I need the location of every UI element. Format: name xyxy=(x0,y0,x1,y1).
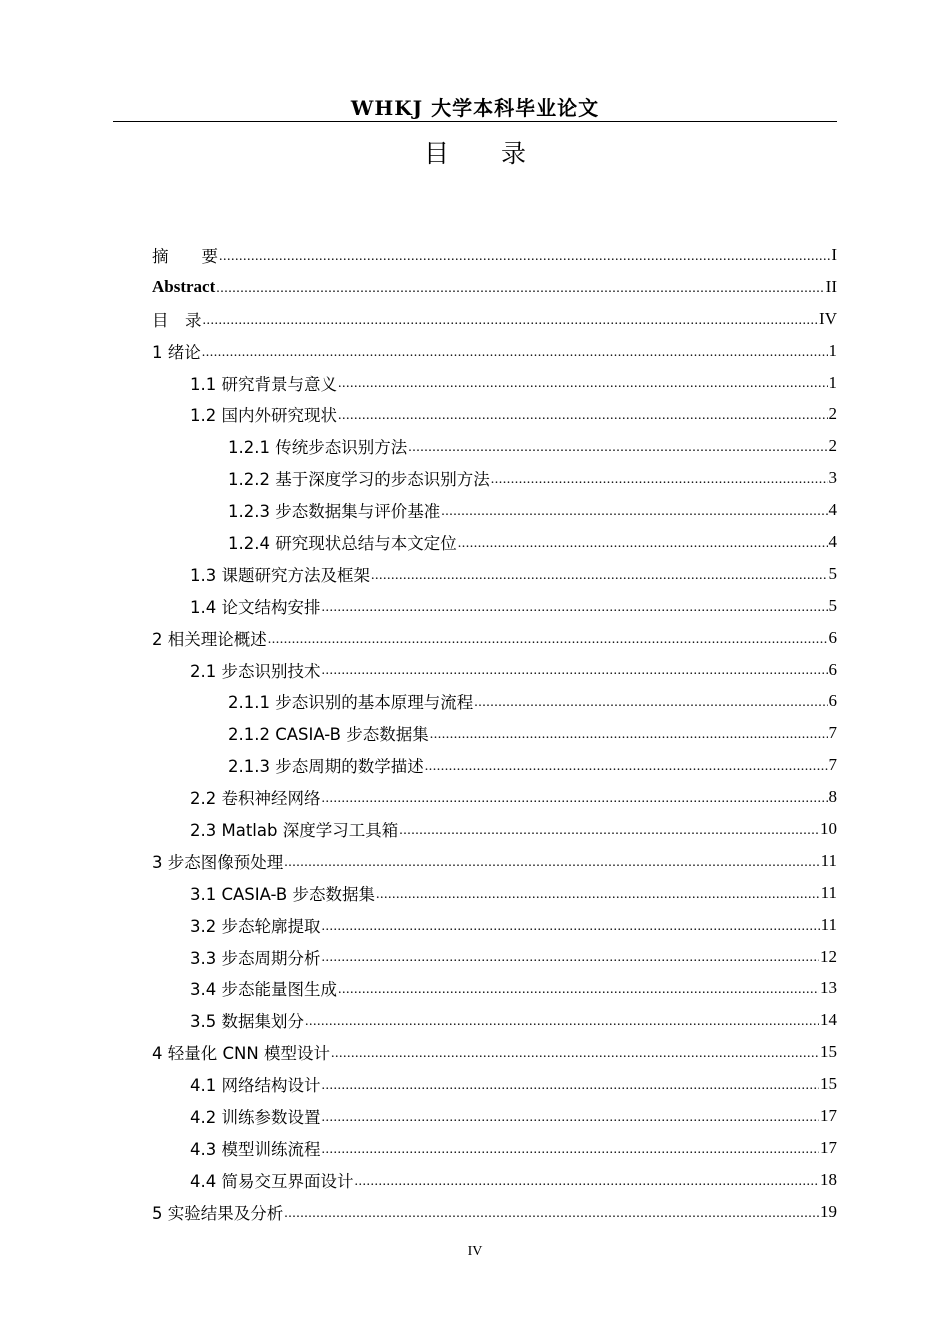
toc-entry-page: 2 xyxy=(828,436,837,456)
toc-entry-label: 1.2.2 基于深度学习的步态识别方法 xyxy=(228,470,490,490)
toc-entry[interactable] xyxy=(152,781,837,813)
toc-entry-page: 18 xyxy=(820,1169,837,1189)
toc-entry-label: 3 步态图像预处理 xyxy=(152,852,284,872)
toc-entry[interactable] xyxy=(152,909,837,941)
toc-entry[interactable] xyxy=(152,654,837,686)
toc-dot-leader xyxy=(284,856,819,877)
toc-entry[interactable] xyxy=(152,303,837,335)
toc-entry[interactable] xyxy=(152,749,837,781)
toc-entry[interactable] xyxy=(152,813,837,845)
toc-entry[interactable] xyxy=(152,239,837,271)
toc-entry-page: 10 xyxy=(820,818,837,838)
toc-entry-label: 2 相关理论概述 xyxy=(152,629,267,649)
toc-entry[interactable] xyxy=(152,335,837,367)
toc-entry-page: 7 xyxy=(828,755,837,775)
toc-dot-leader xyxy=(322,951,820,972)
toc-entry[interactable] xyxy=(152,1068,837,1100)
toc-dot-leader xyxy=(338,377,828,398)
toc-entry[interactable] xyxy=(152,1100,837,1132)
toc-entry-page: 2 xyxy=(828,404,837,424)
toc-entry[interactable] xyxy=(152,622,837,654)
page-number: IV xyxy=(467,1244,483,1259)
toc-entry-label: 4.4 简易交互界面设计 xyxy=(190,1171,354,1191)
toc-entry-page: 13 xyxy=(820,978,837,998)
toc-entry[interactable] xyxy=(152,462,837,494)
toc-dot-leader xyxy=(355,1175,820,1196)
toc-dot-leader xyxy=(322,601,828,622)
toc-entry-label: 2.1 步态识别技术 xyxy=(190,661,321,681)
toc-dot-leader xyxy=(338,983,819,1004)
toc-entry[interactable] xyxy=(152,271,837,303)
toc-entry-label: 5 实验结果及分析 xyxy=(152,1203,284,1223)
toc-dot-leader xyxy=(216,282,824,303)
toc-entry[interactable] xyxy=(152,526,837,558)
toc-entry-label: 3.5 数据集划分 xyxy=(190,1012,304,1032)
toc-entry-page: 11 xyxy=(820,914,837,934)
toc-entry-page: 4 xyxy=(828,500,837,520)
toc-entry-page: 5 xyxy=(828,563,837,583)
toc-dot-leader xyxy=(305,1015,819,1036)
toc-entry-label: 2.2 卷积神经网络 xyxy=(190,789,321,809)
toc-entry-label: 1.4 论文结构安排 xyxy=(190,597,321,617)
toc-entry-label: 4.2 训练参数设置 xyxy=(190,1107,321,1127)
header-rule xyxy=(113,121,837,122)
toc-dot-leader xyxy=(441,505,827,526)
toc-entry[interactable] xyxy=(152,494,837,526)
toc-entry-label: 2.1.2 CASIA-B 步态数据集 xyxy=(228,725,429,745)
toc-entry-label: 1.3 课题研究方法及框架 xyxy=(190,565,370,585)
toc-entry-label: 3.2 步态轮廓提取 xyxy=(190,916,321,936)
toc-entry-label: Abstract xyxy=(152,276,216,296)
toc-dot-leader xyxy=(284,1207,819,1228)
toc-entry-page: IV xyxy=(819,308,837,328)
toc-entry[interactable] xyxy=(152,1196,837,1228)
toc-entry[interactable] xyxy=(152,1164,837,1196)
toc-entry[interactable] xyxy=(152,430,837,462)
toc-entry[interactable] xyxy=(152,941,837,973)
toc-entry-label: 2.3 Matlab 深度学习工具箱 xyxy=(190,820,399,840)
toc-entry-page: 6 xyxy=(828,659,837,679)
toc-dot-leader xyxy=(322,1111,820,1132)
toc-entry-page: 1 xyxy=(828,340,837,360)
toc-entry[interactable] xyxy=(152,972,837,1004)
toc-entry[interactable] xyxy=(152,558,837,590)
running-header: WHKJ 大学本科毕业论文 xyxy=(350,96,600,120)
toc-entry[interactable] xyxy=(152,590,837,622)
toc-entry-page: 12 xyxy=(820,946,837,966)
toc-entry-label: 3.3 步态周期分析 xyxy=(190,948,321,968)
toc-dot-leader xyxy=(322,792,828,813)
toc-entry-page: 15 xyxy=(820,1074,837,1094)
toc-entry-label: 1 绪论 xyxy=(152,342,201,362)
toc-entry[interactable] xyxy=(152,1132,837,1164)
toc-entry[interactable] xyxy=(152,717,837,749)
toc-entry-page: 3 xyxy=(828,468,837,488)
toc-entry-label: 1.2.4 研究现状总结与本文定位 xyxy=(228,533,457,553)
toc-entry-label: 摘 要 xyxy=(152,246,218,266)
toc-entry-page: 5 xyxy=(828,595,837,615)
toc-dot-leader xyxy=(474,696,827,717)
toc-entry-page: 1 xyxy=(828,372,837,392)
toc-entry-label: 3.4 步态能量图生成 xyxy=(190,980,337,1000)
toc-entry-label: 2.1.1 步态识别的基本原理与流程 xyxy=(228,693,474,713)
toc-entry[interactable] xyxy=(152,845,837,877)
toc-entry-label: 目 录 xyxy=(152,310,202,330)
toc-entry-label: 4.1 网络结构设计 xyxy=(190,1076,321,1096)
toc-dot-leader xyxy=(203,314,819,335)
toc-entry-page: 11 xyxy=(820,850,837,870)
toc-entry-label: 2.1.3 步态周期的数学描述 xyxy=(228,757,424,777)
toc-entry-page: 14 xyxy=(820,1010,837,1030)
toc-entry-label: 4 轻量化 CNN 模型设计 xyxy=(152,1044,330,1064)
toc-dot-leader xyxy=(331,1047,819,1068)
toc-entry-page: 17 xyxy=(820,1105,837,1125)
toc-dot-leader xyxy=(399,824,819,845)
toc-entry-page: II xyxy=(825,276,837,296)
toc-dot-leader xyxy=(322,664,828,685)
toc-entry-page: 7 xyxy=(828,723,837,743)
toc-entry-page: 6 xyxy=(828,691,837,711)
toc-dot-leader xyxy=(322,920,820,941)
toc-entry[interactable] xyxy=(152,398,837,430)
toc-entry-page: 6 xyxy=(828,627,837,647)
toc-entry[interactable] xyxy=(152,367,837,399)
toc-dot-leader xyxy=(430,728,828,749)
toc-entry-page: I xyxy=(831,244,837,264)
toc-entry-page: 17 xyxy=(820,1137,837,1157)
toc-dot-leader xyxy=(322,1143,820,1164)
toc-dot-leader xyxy=(491,473,828,494)
toc-entry-page: 4 xyxy=(828,531,837,551)
toc-entry[interactable] xyxy=(152,1036,837,1068)
toc-entry-page: 11 xyxy=(820,882,837,902)
toc-dot-leader xyxy=(322,1079,820,1100)
toc-dot-leader xyxy=(202,346,828,367)
page-title: 目 录 xyxy=(424,139,548,168)
toc-entry-label: 1.2 国内外研究现状 xyxy=(190,406,337,426)
toc-dot-leader xyxy=(458,537,828,558)
toc-entry-label: 4.3 模型训练流程 xyxy=(190,1139,321,1159)
toc-dot-leader xyxy=(268,633,828,654)
toc-entry-page: 19 xyxy=(820,1201,837,1221)
toc-dot-leader xyxy=(219,250,830,271)
toc-entry-label: 1.1 研究背景与意义 xyxy=(190,374,337,394)
toc-entry-page: 15 xyxy=(820,1042,837,1062)
toc-entry[interactable] xyxy=(152,877,837,909)
toc-dot-leader xyxy=(371,569,828,590)
toc-dot-leader xyxy=(408,441,827,462)
toc-entry[interactable] xyxy=(152,685,837,717)
toc-dot-leader xyxy=(338,409,828,430)
toc-entry[interactable] xyxy=(152,1004,837,1036)
toc-entry-page: 8 xyxy=(828,787,837,807)
toc-dot-leader xyxy=(376,888,820,909)
toc-entry-label: 1.2.3 步态数据集与评价基准 xyxy=(228,502,441,522)
table-of-contents xyxy=(152,239,837,1228)
toc-entry-label: 1.2.1 传统步态识别方法 xyxy=(228,438,408,458)
toc-dot-leader xyxy=(425,760,828,781)
toc-entry-label: 3.1 CASIA-B 步态数据集 xyxy=(190,884,375,904)
